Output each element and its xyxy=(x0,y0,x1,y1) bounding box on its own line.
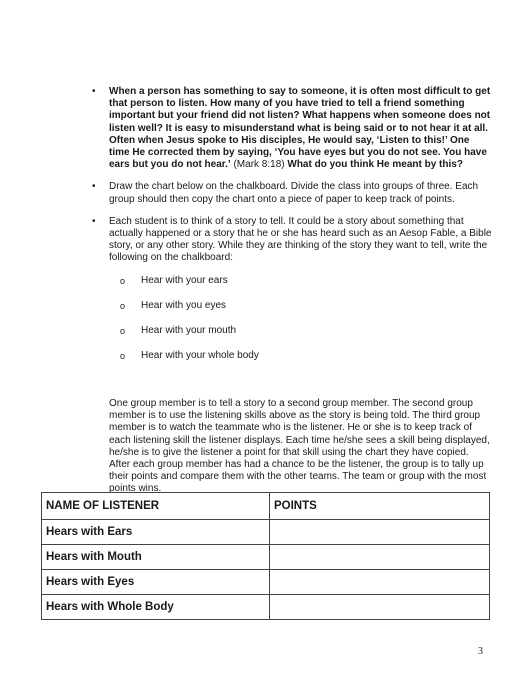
bullet-1-bold-text: When a person has something to say to someone, it is often most difficult to get that person to listen. How many of you have tried to tell a friend something important but your friend did not listen? What happens when someone does not listen well? It is easy to misunderstand what is being said or to not hear it at all. Often when Jesus spoke to His disciples, He would say, ‘Listen to this!’ One time He corrected them by saying, ‘You have eyes but you do not see. You have ears but you do not hear.’ xyxy=(109,86,491,171)
table-row xyxy=(42,595,490,620)
page-number: 3 xyxy=(478,646,483,657)
list-item-text: Hear with you eyes xyxy=(141,299,227,311)
bullet-icon: • xyxy=(92,86,96,97)
list-item-text: Hear with your ears xyxy=(141,274,228,286)
row-label: Hears with Whole Body xyxy=(42,595,270,620)
list-item-text: Hear with your mouth xyxy=(141,324,237,336)
instructions-paragraph: One group member is to tell a story to a second group member. The second group member is to use the listening skills above as the story is being told. The third group member is to watch the teammate who is the listener. He or she is to keep track of each listening skill the listener displays. Each time he/she sees a skill being displayed, he/she is to give the listener a point for that skill using the chart they have copied. After each group member has had a chance to be the listener, the group is to tally up their points and compare them with the other teams. The team or group with the most points wins. xyxy=(109,398,490,495)
table-row xyxy=(42,570,490,595)
row-label: Hears with Mouth xyxy=(42,545,270,570)
list-item xyxy=(119,350,492,362)
column-header-points: POINTS xyxy=(270,493,490,520)
bullet-item-3 xyxy=(92,216,492,362)
table-row xyxy=(42,545,490,570)
table-row xyxy=(42,520,490,545)
list-item-text: Hear with your whole body xyxy=(141,349,259,361)
column-header-name: NAME OF LISTENER xyxy=(42,493,270,520)
circle-bullet-icon: o xyxy=(120,300,126,311)
listening-skills-list xyxy=(119,275,492,362)
bullet-list xyxy=(92,86,492,375)
points-cell xyxy=(270,520,490,545)
bullet-icon: • xyxy=(92,181,96,193)
bullet-3-text: Each student is to think of a story to tell. It could be a story about something that actually happened or a story that he or she has heard such as an Aesop Fable, a Bible story, or any other story. While they are thinking of the story they want to tell, write the following on the chalkboard: xyxy=(109,215,492,264)
bullet-1-question: What do you think He meant by this? xyxy=(287,159,463,171)
bullet-1-citation: (Mark 8:18) xyxy=(230,159,288,171)
list-item xyxy=(119,300,492,312)
table-header-row xyxy=(42,493,490,520)
list-item xyxy=(119,275,492,287)
bullet-2-text: Draw the chart below on the chalkboard. Divide the class into groups of three. Each group should then copy the chart onto a piece of paper to keep track of points. xyxy=(109,181,479,205)
circle-bullet-icon: o xyxy=(120,275,126,286)
row-label: Hears with Eyes xyxy=(42,570,270,595)
circle-bullet-icon: o xyxy=(120,350,126,361)
bullet-item-2 xyxy=(92,181,492,205)
bullet-icon: • xyxy=(92,215,96,227)
points-cell xyxy=(270,595,490,620)
list-item xyxy=(119,325,492,337)
circle-bullet-icon: o xyxy=(120,325,126,336)
points-table xyxy=(41,492,490,620)
bullet-item-1 xyxy=(92,86,492,171)
points-cell xyxy=(270,570,490,595)
points-cell xyxy=(270,545,490,570)
row-label: Hears with Ears xyxy=(42,520,270,545)
